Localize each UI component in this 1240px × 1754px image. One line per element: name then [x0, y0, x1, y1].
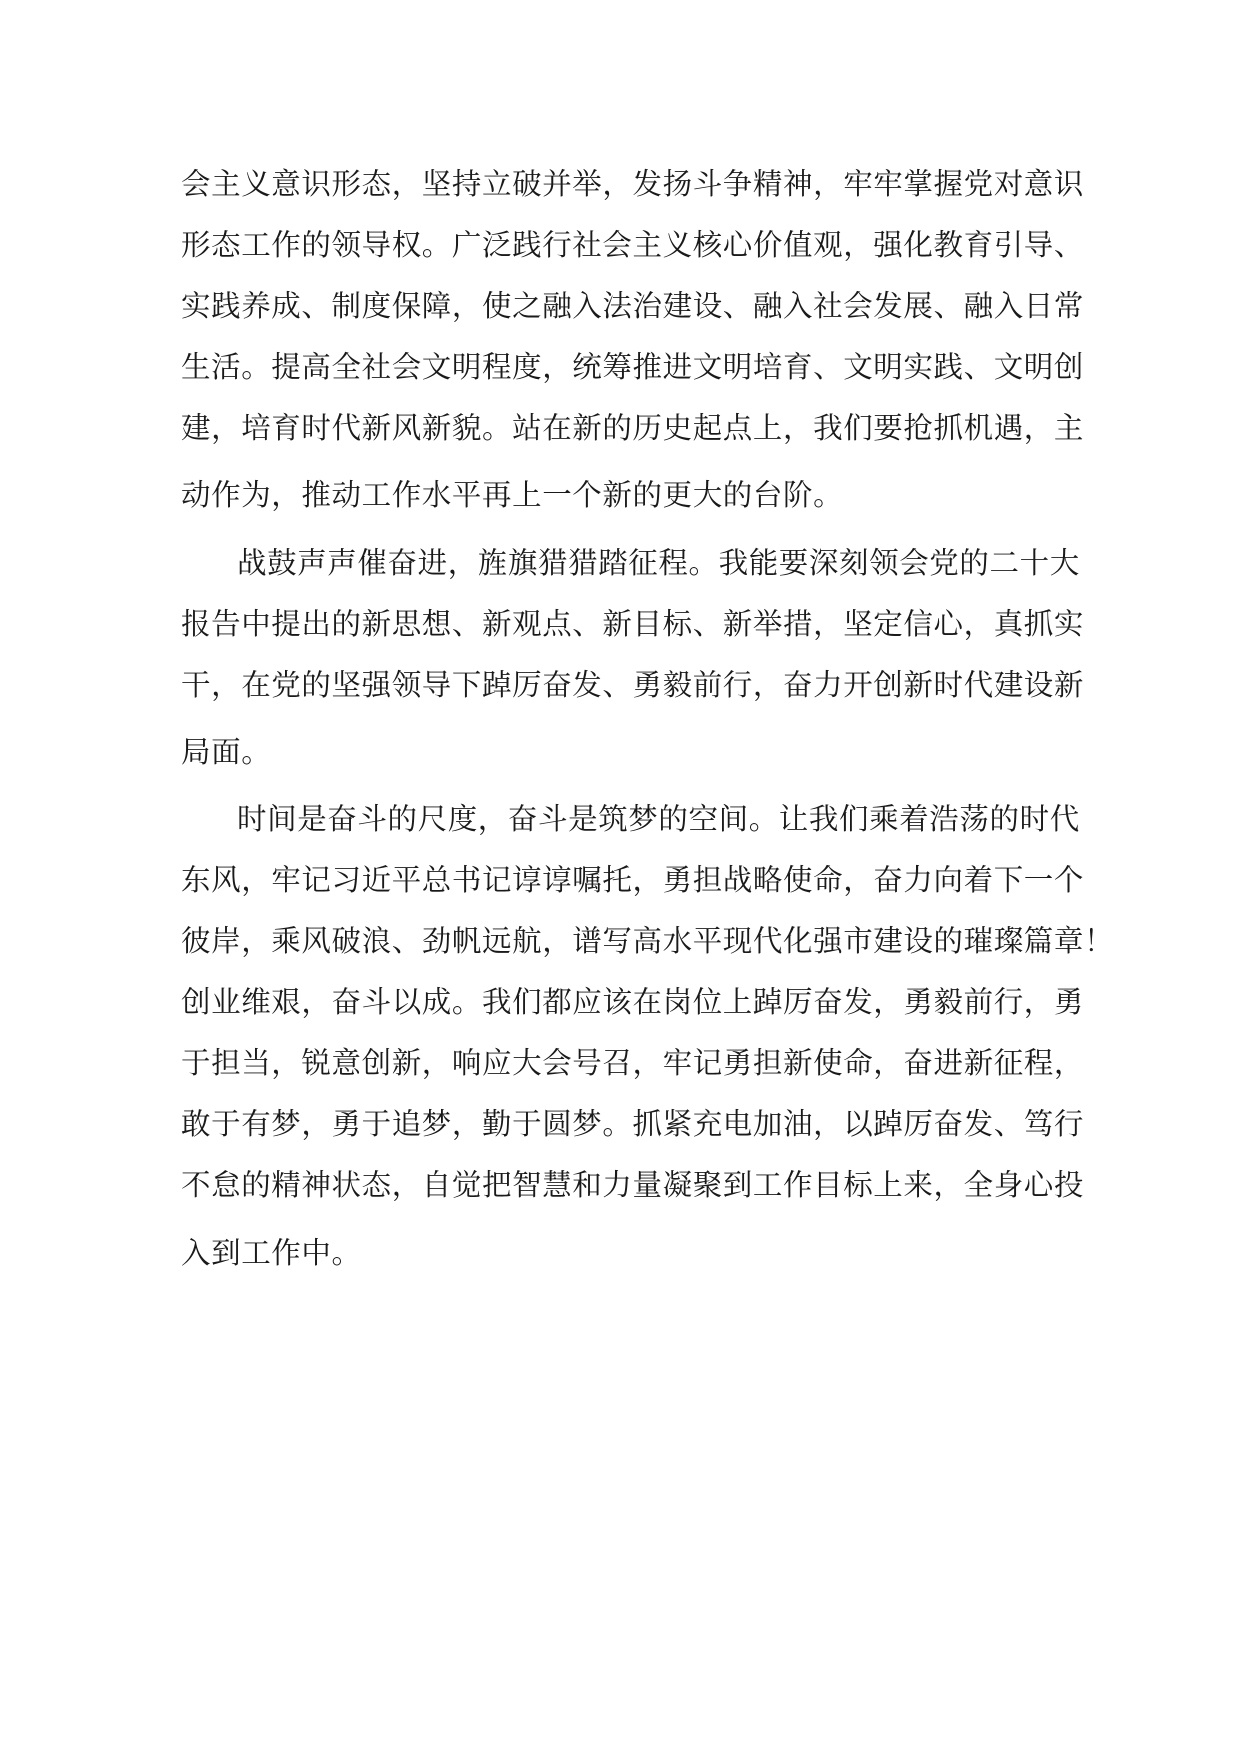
paragraph-3-line-2: 东风，牢记习近平总书记谆谆嘱托，勇担战略使命，奋力向着下一个 [181, 863, 1085, 897]
paragraph-2-line-1: 战鼓声声催奋进，旌旗猎猎踏征程。我能要深刻领会党的二十大 [237, 546, 1080, 580]
paragraph-1-line-5: 建，培育时代新风新貌。站在新的历史起点上，我们要抢抓机遇，主 [181, 411, 1085, 445]
paragraph-1-line-2: 形态工作的领导权。广泛践行社会主义核心价值观，强化教育引导、 [181, 228, 1085, 262]
paragraph-2-line-3: 干，在党的坚强领导下踔厉奋发、勇毅前行，奋力开创新时代建设新 [181, 668, 1085, 702]
paragraph-2-line-4: 局面。 [181, 735, 272, 769]
paragraph-1-line-6: 动作为，推动工作水平再上一个新的更大的台阶。 [181, 478, 844, 512]
paragraph-2-line-2: 报告中提出的新思想、新观点、新目标、新举措，坚定信心，真抓实 [181, 607, 1085, 641]
paragraph-3-line-7: 不怠的精神状态，自觉把智慧和力量凝聚到工作目标上来，全身心投 [181, 1168, 1085, 1202]
paragraph-3-line-8: 入到工作中。 [181, 1236, 362, 1270]
paragraph-1-line-4: 生活。提高全社会文明程度，统筹推进文明培育、文明实践、文明创 [181, 350, 1085, 384]
paragraph-1-line-3: 实践养成、制度保障，使之融入法治建设、融入社会发展、融入日常 [181, 289, 1085, 323]
paragraph-3-line-4: 创业维艰，奋斗以成。我们都应该在岗位上踔厉奋发，勇毅前行，勇 [181, 985, 1085, 1019]
paragraph-1-line-1: 会主义意识形态，坚持立破并举，发扬斗争精神，牢牢掌握党对意识 [181, 167, 1085, 201]
paragraph-3-line-1: 时间是奋斗的尺度，奋斗是筑梦的空间。让我们乘着浩荡的时代 [237, 802, 1080, 836]
paragraph-3-line-6: 敢于有梦，勇于追梦，勤于圆梦。抓紧充电加油，以踔厉奋发、笃行 [181, 1107, 1085, 1141]
paragraph-3-line-5: 于担当，锐意创新，响应大会号召，牢记勇担新使命，奋进新征程， [181, 1046, 1085, 1080]
paragraph-3-line-3: 彼岸，乘风破浪、劲帆远航，谱写高水平现代化强市建设的璀璨篇章！ [181, 924, 1115, 958]
